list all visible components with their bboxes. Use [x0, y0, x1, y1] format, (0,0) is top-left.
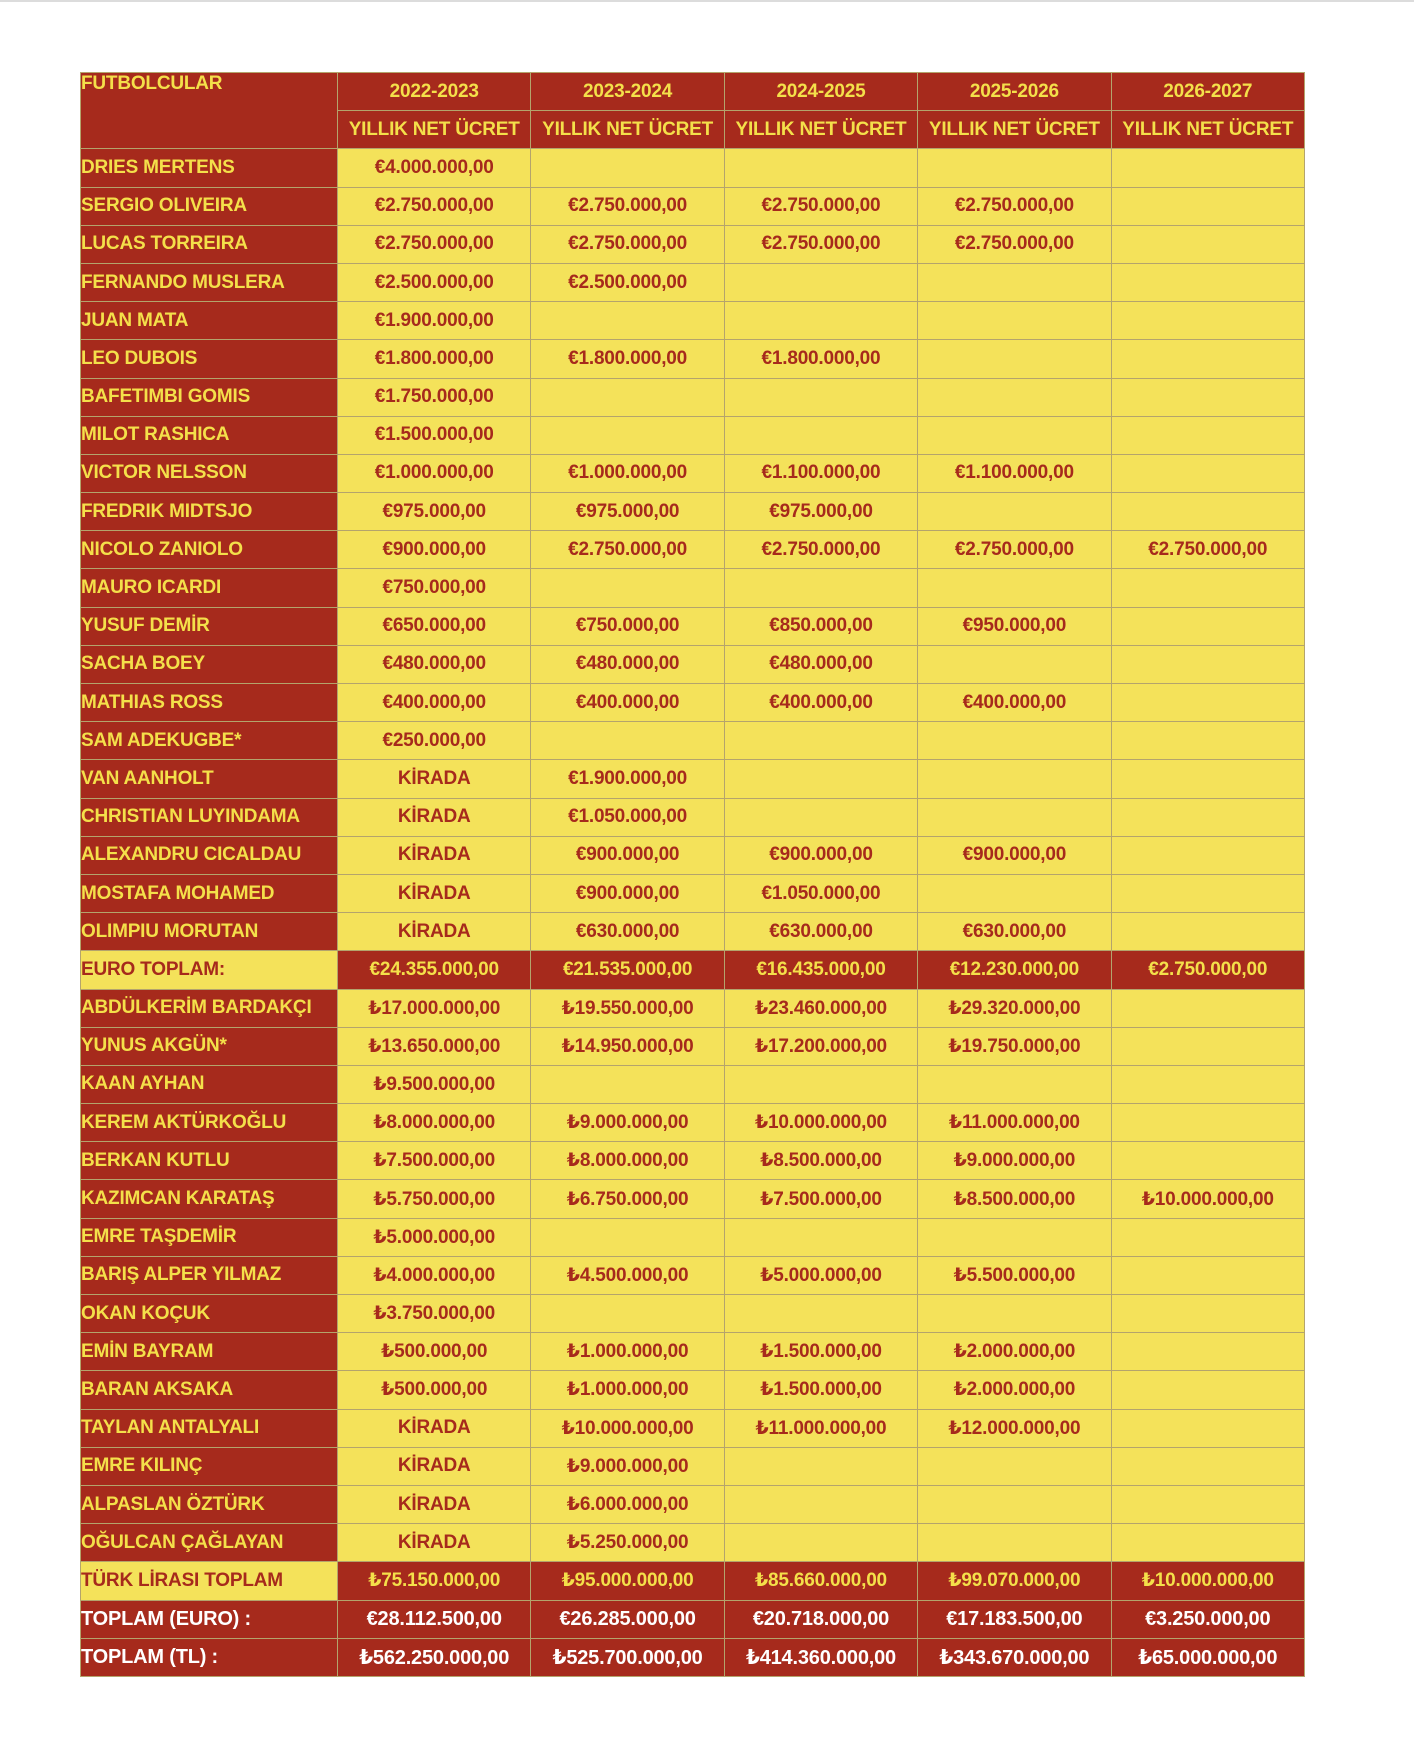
- salary-cell: ₺5.000.000,00: [338, 1218, 531, 1256]
- salary-cell: KİRADA: [338, 836, 531, 874]
- salary-cell: [724, 1218, 917, 1256]
- salary-cell: €2.750.000,00: [1111, 531, 1304, 569]
- player-row: [81, 1409, 1305, 1447]
- salary-cell: ₺8.000.000,00: [338, 1104, 531, 1142]
- salary-cell: €975.000,00: [531, 493, 724, 531]
- player-row: [81, 1256, 1305, 1294]
- salary-cell: €2.500.000,00: [338, 263, 531, 301]
- salary-cell: ₺8.500.000,00: [918, 1180, 1111, 1218]
- salary-cell: [1111, 874, 1304, 912]
- salary-cell: ₺2.000.000,00: [918, 1333, 1111, 1371]
- row-label: KAAN AYHAN: [81, 1065, 338, 1103]
- salary-cell: [1111, 1256, 1304, 1294]
- row-label: EMİN BAYRAM: [81, 1333, 338, 1371]
- salary-cell: €1.100.000,00: [918, 454, 1111, 492]
- season-header: 2024-2025: [724, 73, 917, 111]
- row-label: BERKAN KUTLU: [81, 1142, 338, 1180]
- salary-cell: €480.000,00: [531, 645, 724, 683]
- salary-cell: €24.355.000,00: [338, 951, 531, 989]
- salary-cell: ₺4.500.000,00: [531, 1256, 724, 1294]
- salary-cell: [724, 378, 917, 416]
- row-label: KAZIMCAN KARATAŞ: [81, 1180, 338, 1218]
- salary-cell: [918, 149, 1111, 187]
- salary-cell: €20.718.000,00: [724, 1600, 917, 1638]
- salary-cell: €650.000,00: [338, 607, 531, 645]
- row-label: MATHIAS ROSS: [81, 684, 338, 722]
- salary-cell: [918, 263, 1111, 301]
- player-row: [81, 149, 1305, 187]
- salary-cell: KİRADA: [338, 913, 531, 951]
- row-label: SERGIO OLIVEIRA: [81, 187, 338, 225]
- salary-cell: €2.500.000,00: [531, 263, 724, 301]
- salary-cell: [918, 1447, 1111, 1485]
- salary-cell: [918, 340, 1111, 378]
- salary-cell: [1111, 1333, 1304, 1371]
- salary-cell: ₺99.070.000,00: [918, 1562, 1111, 1600]
- salary-cell: [531, 1218, 724, 1256]
- salary-cell: ₺9.500.000,00: [338, 1065, 531, 1103]
- salary-cell: ₺17.000.000,00: [338, 989, 531, 1027]
- salary-cell: KİRADA: [338, 1485, 531, 1523]
- salary-cell: ₺14.950.000,00: [531, 1027, 724, 1065]
- salary-cell: ₺7.500.000,00: [338, 1142, 531, 1180]
- player-row: [81, 531, 1305, 569]
- player-row: [81, 1485, 1305, 1523]
- salary-cell: €2.750.000,00: [724, 531, 917, 569]
- salary-cell: ₺5.000.000,00: [724, 1256, 917, 1294]
- salary-cell: [1111, 798, 1304, 836]
- salary-cell: ₺19.750.000,00: [918, 1027, 1111, 1065]
- salary-cell: [918, 1485, 1111, 1523]
- salary-cell: [1111, 1142, 1304, 1180]
- salary-cell: [1111, 1447, 1304, 1485]
- salary-cell: €2.750.000,00: [338, 187, 531, 225]
- salary-cell: €3.250.000,00: [1111, 1600, 1304, 1638]
- player-row: [81, 340, 1305, 378]
- salary-cell: ₺10.000.000,00: [531, 1409, 724, 1447]
- player-row: [81, 1065, 1305, 1103]
- salary-cell: ₺65.000.000,00: [1111, 1638, 1304, 1676]
- player-row: [81, 1333, 1305, 1371]
- salary-cell: ₺7.500.000,00: [724, 1180, 917, 1218]
- player-row: [81, 1027, 1305, 1065]
- row-label: NICOLO ZANIOLO: [81, 531, 338, 569]
- row-label: SAM ADEKUGBE*: [81, 722, 338, 760]
- row-label: OKAN KOÇUK: [81, 1295, 338, 1333]
- salary-cell: €2.750.000,00: [1111, 951, 1304, 989]
- salary-cell: ₺8.000.000,00: [531, 1142, 724, 1180]
- salary-cell: €630.000,00: [918, 913, 1111, 951]
- net-salary-header: YILLIK NET ÜCRET: [918, 111, 1111, 149]
- salary-cell: €1.750.000,00: [338, 378, 531, 416]
- salary-cell: ₺12.000.000,00: [918, 1409, 1111, 1447]
- salary-cell: [531, 1065, 724, 1103]
- salary-cell: [724, 302, 917, 340]
- salary-cell: [1111, 836, 1304, 874]
- row-label: BAFETIMBI GOMIS: [81, 378, 338, 416]
- salary-cell: [1111, 1485, 1304, 1523]
- salary-cell: €26.285.000,00: [531, 1600, 724, 1638]
- salary-table: [80, 72, 1305, 1677]
- salary-cell: KİRADA: [338, 1409, 531, 1447]
- salary-cell: [1111, 454, 1304, 492]
- salary-cell: ₺13.650.000,00: [338, 1027, 531, 1065]
- salary-cell: [531, 416, 724, 454]
- header-row-seasons: [81, 73, 1305, 111]
- row-label: FERNANDO MUSLERA: [81, 263, 338, 301]
- salary-cell: ₺3.750.000,00: [338, 1295, 531, 1333]
- salary-cell: [1111, 607, 1304, 645]
- salary-cell: €750.000,00: [531, 607, 724, 645]
- salary-cell: ₺6.000.000,00: [531, 1485, 724, 1523]
- salary-cell: [724, 263, 917, 301]
- salary-cell: ₺75.150.000,00: [338, 1562, 531, 1600]
- salary-cell: [724, 722, 917, 760]
- salary-cell: €900.000,00: [724, 836, 917, 874]
- net-salary-header: YILLIK NET ÜCRET: [1111, 111, 1304, 149]
- salary-cell: €1.500.000,00: [338, 416, 531, 454]
- row-label: VAN AANHOLT: [81, 760, 338, 798]
- salary-cell: [1111, 1371, 1304, 1409]
- salary-cell: €2.750.000,00: [724, 225, 917, 263]
- salary-cell: ₺19.550.000,00: [531, 989, 724, 1027]
- salary-cell: [1111, 263, 1304, 301]
- salary-cell: ₺1.000.000,00: [531, 1333, 724, 1371]
- salary-cell: [1111, 378, 1304, 416]
- salary-cell: KİRADA: [338, 798, 531, 836]
- euro-total-row: [81, 951, 1305, 989]
- salary-cell: [1111, 645, 1304, 683]
- salary-cell: ₺4.000.000,00: [338, 1256, 531, 1294]
- row-label: EMRE KILINÇ: [81, 1447, 338, 1485]
- salary-cell: €1.000.000,00: [531, 454, 724, 492]
- salary-cell: [1111, 1409, 1304, 1447]
- salary-cell: ₺5.750.000,00: [338, 1180, 531, 1218]
- salary-cell: €400.000,00: [338, 684, 531, 722]
- salary-cell: [918, 302, 1111, 340]
- salary-cell: KİRADA: [338, 874, 531, 912]
- player-row: [81, 874, 1305, 912]
- row-label: TAYLAN ANTALYALI: [81, 1409, 338, 1447]
- salary-cell: €1.000.000,00: [338, 454, 531, 492]
- salary-cell: [1111, 1027, 1304, 1065]
- player-row: [81, 760, 1305, 798]
- salary-cell: ₺9.000.000,00: [531, 1447, 724, 1485]
- salary-cell: ₺6.750.000,00: [531, 1180, 724, 1218]
- salary-cell: ₺343.670.000,00: [918, 1638, 1111, 1676]
- salary-cell: [531, 378, 724, 416]
- salary-cell: ₺5.250.000,00: [531, 1524, 724, 1562]
- salary-cell: [1111, 1065, 1304, 1103]
- player-row: [81, 989, 1305, 1027]
- salary-cell: ₺562.250.000,00: [338, 1638, 531, 1676]
- salary-cell: €12.230.000,00: [918, 951, 1111, 989]
- player-row: [81, 263, 1305, 301]
- salary-cell: [724, 416, 917, 454]
- salary-cell: [724, 1295, 917, 1333]
- salary-cell: €2.750.000,00: [724, 187, 917, 225]
- player-row: [81, 722, 1305, 760]
- salary-cell: €2.750.000,00: [918, 187, 1111, 225]
- salary-cell: €21.535.000,00: [531, 951, 724, 989]
- row-label: VICTOR NELSSON: [81, 454, 338, 492]
- salary-cell: ₺8.500.000,00: [724, 1142, 917, 1180]
- salary-cell: €2.750.000,00: [531, 225, 724, 263]
- salary-cell: ₺11.000.000,00: [918, 1104, 1111, 1142]
- salary-cell: €1.100.000,00: [724, 454, 917, 492]
- salary-cell: [1111, 302, 1304, 340]
- salary-cell: ₺5.500.000,00: [918, 1256, 1111, 1294]
- salary-cell: [918, 416, 1111, 454]
- salary-cell: [724, 569, 917, 607]
- salary-cell: [724, 1485, 917, 1523]
- salary-cell: [918, 1065, 1111, 1103]
- salary-cell: ₺2.000.000,00: [918, 1371, 1111, 1409]
- salary-cell: ₺10.000.000,00: [1111, 1562, 1304, 1600]
- salary-cell: €28.112.500,00: [338, 1600, 531, 1638]
- tl-total-row: [81, 1562, 1305, 1600]
- salary-cell: €480.000,00: [724, 645, 917, 683]
- salary-cell: €1.050.000,00: [724, 874, 917, 912]
- row-label: CHRISTIAN LUYINDAMA: [81, 798, 338, 836]
- salary-cell: €4.000.000,00: [338, 149, 531, 187]
- player-row: [81, 913, 1305, 951]
- salary-cell: €950.000,00: [918, 607, 1111, 645]
- salary-cell: ₺414.360.000,00: [724, 1638, 917, 1676]
- net-salary-header: YILLIK NET ÜCRET: [531, 111, 724, 149]
- salary-cell: [918, 874, 1111, 912]
- salary-cell: [918, 569, 1111, 607]
- salary-cell: €900.000,00: [338, 531, 531, 569]
- salary-cell: [1111, 149, 1304, 187]
- row-label: KEREM AKTÜRKOĞLU: [81, 1104, 338, 1142]
- salary-cell: [531, 302, 724, 340]
- salary-cell: [1111, 684, 1304, 722]
- row-label: LUCAS TORREIRA: [81, 225, 338, 263]
- salary-cell: €1.050.000,00: [531, 798, 724, 836]
- salary-cell: €400.000,00: [724, 684, 917, 722]
- player-row: [81, 1104, 1305, 1142]
- salary-cell: [1111, 1524, 1304, 1562]
- row-label: JUAN MATA: [81, 302, 338, 340]
- salary-cell: €400.000,00: [531, 684, 724, 722]
- row-label: EURO TOPLAM:: [81, 951, 338, 989]
- row-label: MILOT RASHICA: [81, 416, 338, 454]
- player-row: [81, 836, 1305, 874]
- salary-cell: [1111, 225, 1304, 263]
- player-row: [81, 1218, 1305, 1256]
- salary-cell: [1111, 1218, 1304, 1256]
- row-label: EMRE TAŞDEMİR: [81, 1218, 338, 1256]
- player-row: [81, 1142, 1305, 1180]
- salary-cell: [1111, 416, 1304, 454]
- salary-cell: ₺95.000.000,00: [531, 1562, 724, 1600]
- player-row: [81, 302, 1305, 340]
- salary-cell: [531, 149, 724, 187]
- salary-cell: [1111, 989, 1304, 1027]
- player-row: [81, 684, 1305, 722]
- salary-cell: €2.750.000,00: [918, 531, 1111, 569]
- player-row: [81, 187, 1305, 225]
- salary-cell: [918, 1295, 1111, 1333]
- salary-cell: €17.183.500,00: [918, 1600, 1111, 1638]
- salary-cell: [1111, 913, 1304, 951]
- player-row: [81, 1447, 1305, 1485]
- player-row: [81, 378, 1305, 416]
- salary-cell: ₺10.000.000,00: [724, 1104, 917, 1142]
- salary-cell: €1.800.000,00: [531, 340, 724, 378]
- salary-cell: KİRADA: [338, 760, 531, 798]
- salary-cell: [918, 798, 1111, 836]
- salary-cell: [724, 1447, 917, 1485]
- top-divider: [0, 0, 1414, 2]
- salary-cell: €250.000,00: [338, 722, 531, 760]
- player-row: [81, 798, 1305, 836]
- player-row: [81, 1524, 1305, 1562]
- salary-cell: ₺500.000,00: [338, 1371, 531, 1409]
- grand-total-row: [81, 1638, 1305, 1676]
- row-label: TÜRK LİRASI TOPLAM: [81, 1562, 338, 1600]
- net-salary-header: YILLIK NET ÜCRET: [338, 111, 531, 149]
- salary-cell: €1.800.000,00: [338, 340, 531, 378]
- season-header: 2023-2024: [531, 73, 724, 111]
- player-row: [81, 1180, 1305, 1218]
- salary-cell: €1.900.000,00: [338, 302, 531, 340]
- salary-cell: [531, 569, 724, 607]
- salary-cell: €2.750.000,00: [338, 225, 531, 263]
- row-label: OĞULCAN ÇAĞLAYAN: [81, 1524, 338, 1562]
- player-row: [81, 454, 1305, 492]
- player-row: [81, 493, 1305, 531]
- salary-cell: €900.000,00: [918, 836, 1111, 874]
- salary-cell: €630.000,00: [531, 913, 724, 951]
- grand-total-row: [81, 1600, 1305, 1638]
- salary-cell: €480.000,00: [338, 645, 531, 683]
- salary-cell: [918, 1524, 1111, 1562]
- salary-cell: €900.000,00: [531, 836, 724, 874]
- season-header: 2022-2023: [338, 73, 531, 111]
- salary-cell: ₺1.500.000,00: [724, 1333, 917, 1371]
- player-row: [81, 607, 1305, 645]
- salary-cell: €850.000,00: [724, 607, 917, 645]
- net-salary-header: YILLIK NET ÜCRET: [724, 111, 917, 149]
- salary-cell: ₺1.500.000,00: [724, 1371, 917, 1409]
- row-label: BARIŞ ALPER YILMAZ: [81, 1256, 338, 1294]
- row-label: DRIES MERTENS: [81, 149, 338, 187]
- salary-cell: €2.750.000,00: [531, 531, 724, 569]
- row-label: MOSTAFA MOHAMED: [81, 874, 338, 912]
- salary-cell: €16.435.000,00: [724, 951, 917, 989]
- player-row: [81, 569, 1305, 607]
- salary-cell: ₺1.000.000,00: [531, 1371, 724, 1409]
- salary-cell: ₺9.000.000,00: [531, 1104, 724, 1142]
- salary-cell: €975.000,00: [338, 493, 531, 531]
- row-label: TOPLAM (TL) :: [81, 1638, 338, 1676]
- row-label: LEO DUBOIS: [81, 340, 338, 378]
- salary-cell: [724, 1524, 917, 1562]
- salary-cell: €400.000,00: [918, 684, 1111, 722]
- salary-cell: €900.000,00: [531, 874, 724, 912]
- row-label: TOPLAM (EURO) :: [81, 1600, 338, 1638]
- salary-cell: ₺10.000.000,00: [1111, 1180, 1304, 1218]
- salary-cell: [918, 1218, 1111, 1256]
- salary-cell: €1.800.000,00: [724, 340, 917, 378]
- salary-cell: €2.750.000,00: [531, 187, 724, 225]
- salary-cell: ₺9.000.000,00: [918, 1142, 1111, 1180]
- salary-cell: ₺29.320.000,00: [918, 989, 1111, 1027]
- player-row: [81, 416, 1305, 454]
- salary-cell: ₺85.660.000,00: [724, 1562, 917, 1600]
- row-label: ALEXANDRU CICALDAU: [81, 836, 338, 874]
- salary-cell: [918, 645, 1111, 683]
- salary-cell: [1111, 1295, 1304, 1333]
- salary-cell: €1.900.000,00: [531, 760, 724, 798]
- salary-cell: [1111, 569, 1304, 607]
- salary-cell: [1111, 493, 1304, 531]
- row-label: FREDRIK MIDTSJO: [81, 493, 338, 531]
- player-row: [81, 225, 1305, 263]
- salary-cell: ₺17.200.000,00: [724, 1027, 917, 1065]
- row-label: ALPASLAN ÖZTÜRK: [81, 1485, 338, 1523]
- season-header: 2025-2026: [918, 73, 1111, 111]
- salary-cell: [724, 149, 917, 187]
- player-row: [81, 1295, 1305, 1333]
- row-label: MAURO ICARDI: [81, 569, 338, 607]
- salary-cell: €750.000,00: [338, 569, 531, 607]
- salary-cell: [1111, 722, 1304, 760]
- season-header: 2026-2027: [1111, 73, 1304, 111]
- salary-cell: [918, 722, 1111, 760]
- player-row: [81, 645, 1305, 683]
- salary-cell: ₺23.460.000,00: [724, 989, 917, 1027]
- salary-cell: [918, 760, 1111, 798]
- salary-cell: [724, 1065, 917, 1103]
- salary-cell: ₺500.000,00: [338, 1333, 531, 1371]
- salary-cell: [1111, 760, 1304, 798]
- row-label: BARAN AKSAKA: [81, 1371, 338, 1409]
- salary-cell: €630.000,00: [724, 913, 917, 951]
- salary-cell: [1111, 1104, 1304, 1142]
- salary-cell: [531, 1295, 724, 1333]
- row-label: SACHA BOEY: [81, 645, 338, 683]
- row-label: OLIMPIU MORUTAN: [81, 913, 338, 951]
- salary-cell: [531, 722, 724, 760]
- players-header: FUTBOLCULAR: [81, 73, 338, 149]
- salary-cell: ₺11.000.000,00: [724, 1409, 917, 1447]
- salary-cell: [724, 798, 917, 836]
- salary-cell: €975.000,00: [724, 493, 917, 531]
- salary-cell: €2.750.000,00: [918, 225, 1111, 263]
- row-label: YUSUF DEMİR: [81, 607, 338, 645]
- salary-cell: [1111, 187, 1304, 225]
- salary-cell: KİRADA: [338, 1524, 531, 1562]
- salary-cell: [1111, 340, 1304, 378]
- player-row: [81, 1371, 1305, 1409]
- salary-cell: ₺525.700.000,00: [531, 1638, 724, 1676]
- salary-cell: [918, 493, 1111, 531]
- salary-cell: KİRADA: [338, 1447, 531, 1485]
- salary-cell: [918, 378, 1111, 416]
- row-label: ABDÜLKERİM BARDAKÇI: [81, 989, 338, 1027]
- salary-cell: [724, 760, 917, 798]
- row-label: YUNUS AKGÜN*: [81, 1027, 338, 1065]
